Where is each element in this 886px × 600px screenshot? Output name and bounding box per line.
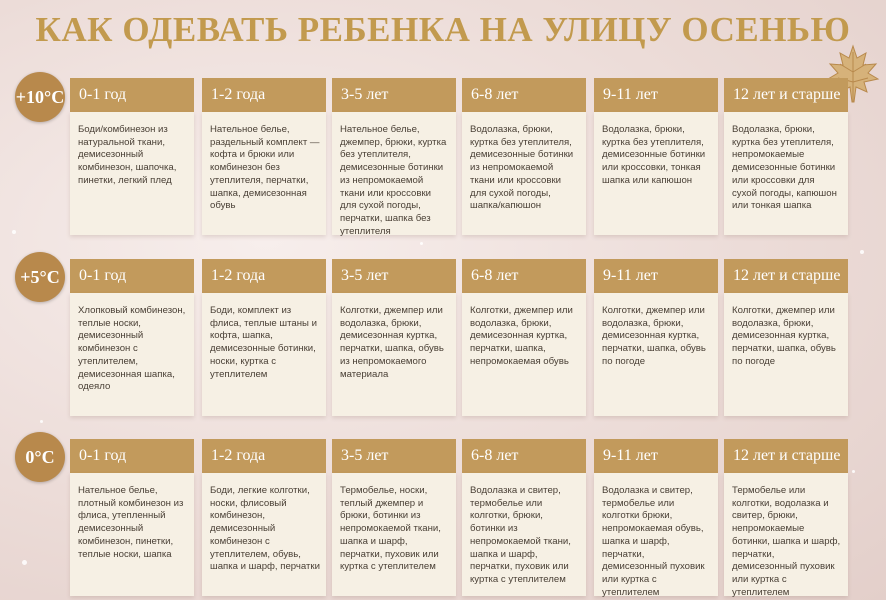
age-card xyxy=(332,259,456,416)
clothing-list: Колготки, джемпер или водолазка, брюки, демисезонная куртка, перчатки, шапка, обувь из непромокаемого материала xyxy=(332,293,456,416)
age-card xyxy=(202,78,326,235)
age-label: 12 лет и старше xyxy=(724,259,848,293)
clothing-list: Водолазка и свитер, термобелье или колготки, брюки, ботинки из непромокаемой ткани, шапка и шарф, перчатки, пуховик или куртка с утеплителем xyxy=(462,473,586,596)
clothing-list: Боди/комбинезон из натуральной ткани, демисезонный комбинезон, шапочка, пинетки, легкий плед xyxy=(70,112,194,235)
clothing-list: Водолазка и свитер, термобелье или колготки брюки, непромокаемая обувь, шапка и шарф, перчатки, демисезонный пуховик или куртка с утеплителем xyxy=(594,473,718,596)
age-label: 0-1 год xyxy=(70,259,194,293)
sparkle-decoration xyxy=(40,420,43,423)
clothing-list: Хлопковый комбинезон, теплые носки, демисезонный комбинезон с утеплителем, демисезонная шапка, одеяло xyxy=(70,293,194,416)
clothing-list: Боди, легкие колготки, носки, флисовый комбинезон, демисезонный комбинезон с утеплителем, обувь, шапка и шарф, перчатки xyxy=(202,473,326,596)
clothing-list: Водолазка, брюки, куртка без утеплителя, непромокаемые демисезонные ботинки или кроссовки для сухой погоды, капюшон или тонкая шапка xyxy=(724,112,848,235)
age-card xyxy=(724,439,848,596)
age-label: 3-5 лет xyxy=(332,439,456,473)
age-label: 12 лет и старше xyxy=(724,78,848,112)
temperature-badge: 0°C xyxy=(15,432,65,482)
clothing-list: Колготки, джемпер или водолазка, брюки, демисезонная куртка, перчатки, шапка, обувь по погоде xyxy=(724,293,848,416)
clothing-list: Термобелье, носки, теплый джемпер и брюки, ботинки из непромокаемой ткани, шапка и шарф, перчатки, пуховик или куртка с утеплителем xyxy=(332,473,456,596)
age-label: 3-5 лет xyxy=(332,259,456,293)
age-label: 12 лет и старше xyxy=(724,439,848,473)
clothing-list: Водолазка, брюки, куртка без утеплителя, демисезонные ботинки или кроссовки, тонкая шапка или капюшон xyxy=(594,112,718,235)
age-label: 1-2 года xyxy=(202,78,326,112)
age-card xyxy=(70,439,194,596)
clothing-list: Колготки, джемпер или водолазка, брюки, демисезонная куртка, перчатки, шапка, обувь по погоде xyxy=(594,293,718,416)
age-card xyxy=(462,78,586,235)
clothing-list: Термобелье или колготки, водолазка и свитер, брюки, непромокаемые ботинки, шапка и шарф, перчатки, демисезонный пуховик или куртка с утеплителем xyxy=(724,473,848,596)
age-card xyxy=(594,439,718,596)
sparkle-decoration xyxy=(420,242,423,245)
age-label: 9-11 лет xyxy=(594,439,718,473)
age-label: 3-5 лет xyxy=(332,78,456,112)
age-card xyxy=(462,439,586,596)
page-title: КАК ОДЕВАТЬ РЕБЕНКА НА УЛИЦУ ОСЕНЬЮ xyxy=(35,10,851,49)
age-label: 9-11 лет xyxy=(594,78,718,112)
age-label: 9-11 лет xyxy=(594,259,718,293)
sparkle-decoration xyxy=(852,470,855,473)
age-card xyxy=(332,439,456,596)
clothing-list: Нательное белье, джемпер, брюки, куртка без утеплителя, демисезонные ботинки из непромокаемой ткани или кроссовки для сухой погоды, перчатки, шапка без утеплителя xyxy=(332,112,456,235)
age-card xyxy=(202,259,326,416)
clothing-list: Водолазка, брюки, куртка без утеплителя, демисезонные ботинки из непромокаемой ткани или кроссовки для сухой погоды, шапка/капюшон xyxy=(462,112,586,235)
clothing-list: Колготки, джемпер или водолазка, брюки, демисезонная куртка, перчатки, шапка, непромокаемая обувь xyxy=(462,293,586,416)
age-card xyxy=(462,259,586,416)
sparkle-decoration xyxy=(22,560,27,565)
age-label: 1-2 года xyxy=(202,439,326,473)
age-card xyxy=(594,259,718,416)
age-label: 6-8 лет xyxy=(462,78,586,112)
age-label: 6-8 лет xyxy=(462,439,586,473)
age-card xyxy=(332,78,456,235)
age-label: 0-1 год xyxy=(70,439,194,473)
clothing-list: Нательное белье, раздельный комплект — кофта и брюки или комбинезон без утеплителя, перчатки, шапка, демисезонная обувь xyxy=(202,112,326,235)
age-card xyxy=(70,78,194,235)
age-card xyxy=(724,259,848,416)
sparkle-decoration xyxy=(860,250,864,254)
temperature-badge: +10°C xyxy=(15,72,65,122)
age-card xyxy=(70,259,194,416)
clothing-list: Нательное белье, плотный комбинезон из флиса, утепленный демисезонный комбинезон, пинетки, теплые носки, шапка xyxy=(70,473,194,596)
sparkle-decoration xyxy=(12,230,16,234)
age-card xyxy=(594,78,718,235)
age-label: 6-8 лет xyxy=(462,259,586,293)
age-card xyxy=(202,439,326,596)
temperature-badge: +5°C xyxy=(15,252,65,302)
clothing-list: Боди, комплект из флиса, теплые штаны и кофта, шапка, демисезонные ботинки, носки, куртка с утеплителем xyxy=(202,293,326,416)
age-label: 1-2 года xyxy=(202,259,326,293)
age-card xyxy=(724,78,848,235)
age-label: 0-1 год xyxy=(70,78,194,112)
